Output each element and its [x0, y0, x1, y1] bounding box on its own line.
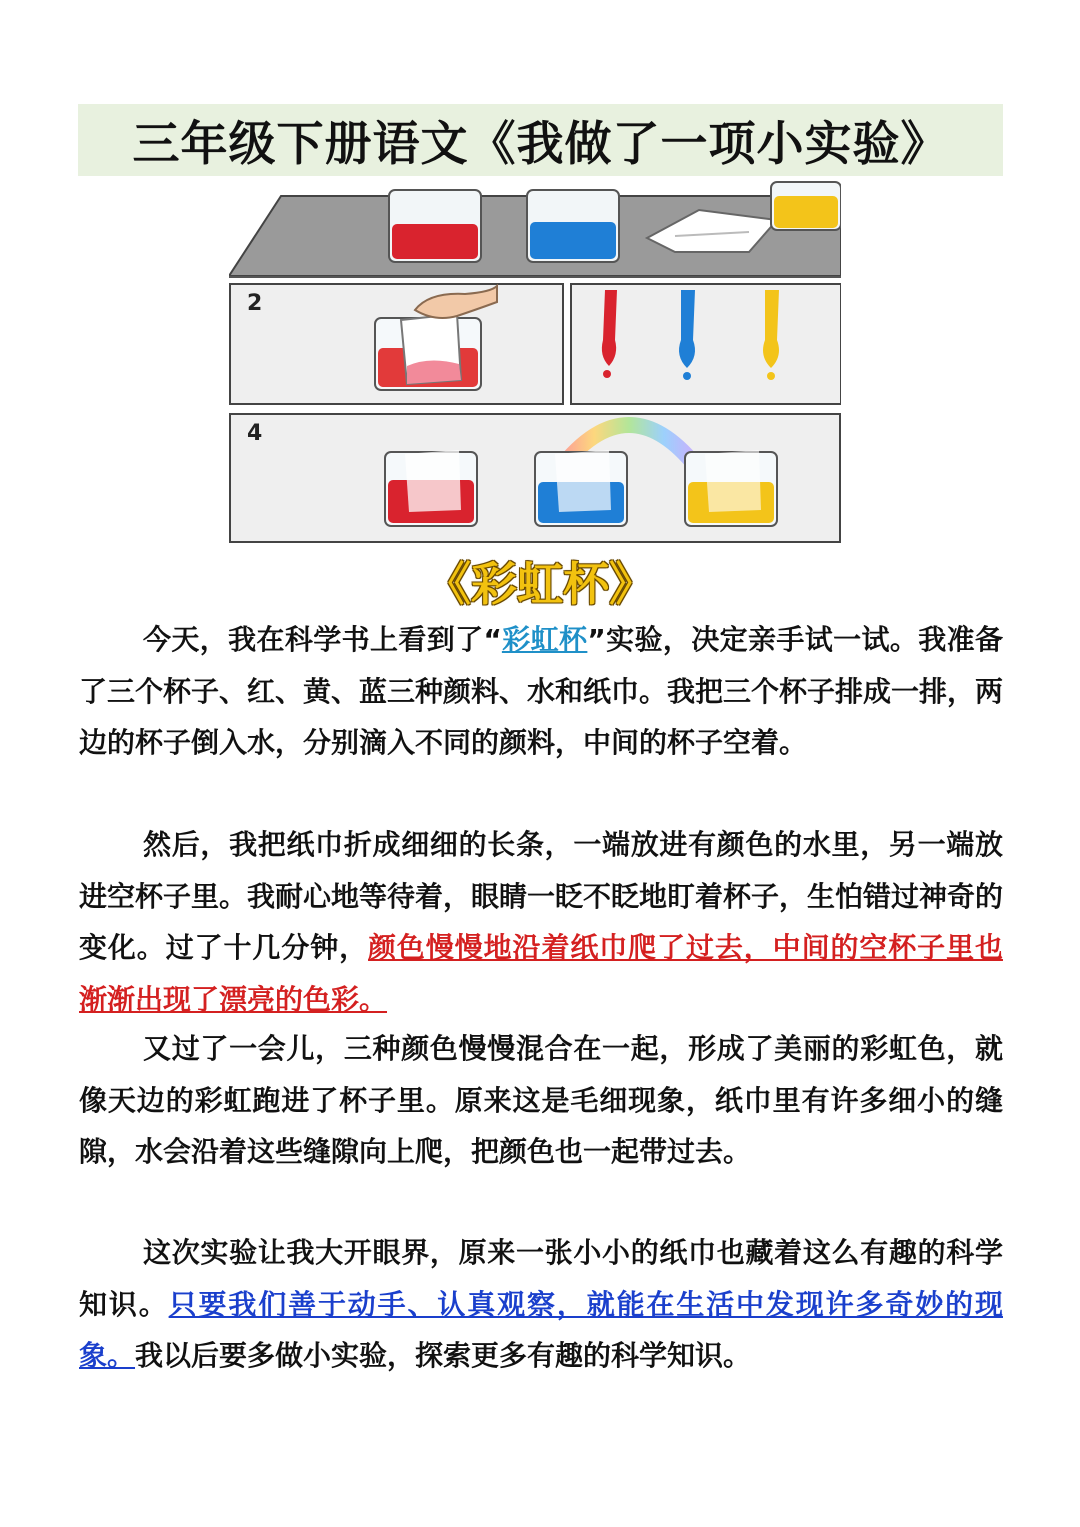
panel-2: [230, 284, 563, 404]
experiment-illustration: [229, 180, 841, 544]
paragraph-1: 今天，我在科学书上看到了“彩虹杯”实验，决定亲手试一试。我准备了三个杯子、红、黄、蓝三种颜料、水和纸巾。我把三个杯子排成一排，两边的杯子倒入水，分别滴入不同的颜料，中间的杯子空着。: [79, 623, 1004, 759]
story-subtitle: 《彩虹杯》: [425, 557, 655, 611]
blue-cup-with-tissue-icon: [535, 450, 627, 526]
red-cup-icon: [389, 190, 481, 262]
paragraph-4: 这次实验让我大开眼界，原来一张小小的纸巾也藏着这么有趣的科学知识。只要我们善于动手、认真观察，就能在生活中发现许多奇妙的现象。我以后要多做小实验，探索更多有趣的科学知识。: [79, 1236, 1003, 1372]
highlight-blue: 只要我们善于动手、认真观察，就能在生活中发现许多奇妙的现象。: [79, 1287, 1003, 1372]
title-banner: [78, 104, 1003, 176]
panel-3: [571, 284, 841, 404]
red-cup-with-tissue-icon: [385, 450, 477, 526]
paragraph-3: 又过了一会儿，三种颜色慢慢混合在一起，形成了美丽的彩虹色，就像天边的彩虹跑进了杯子里。原来这是毛细现象，纸巾里有许多细小的缝隙，水会沿着这些缝隙向上爬，把颜色也一起带过去。: [79, 1032, 1003, 1168]
panel-2-label: 2: [247, 291, 263, 316]
paragraph-2: 然后，我把纸巾折成细细的长条，一端放进有颜色的水里，另一端放进空杯子里。我耐心地等待着，眼睛一眨不眨地盯着杯子，生怕错过神奇的变化。过了十几分钟，颜色慢慢地沿着纸巾爬了过去，中间的空杯子里也渐渐出现了漂亮的色彩。: [79, 828, 1004, 1016]
page-title: 三年级下册语文《我做了一项小实验》: [132, 116, 949, 172]
panel-1: [229, 182, 841, 277]
panel-4: [230, 414, 840, 542]
panel-4-label: 4: [247, 421, 263, 446]
highlight-red: 颜色慢慢地沿着纸巾爬了过去，中间的空杯子里也渐渐出现了漂亮的色彩。: [79, 931, 1003, 1016]
yellow-cup-icon: [771, 182, 841, 230]
blue-cup-icon: [527, 190, 619, 262]
yellow-cup-with-tissue-icon: [685, 450, 777, 526]
rainbow-cup-link[interactable]: 彩虹杯: [501, 623, 588, 656]
